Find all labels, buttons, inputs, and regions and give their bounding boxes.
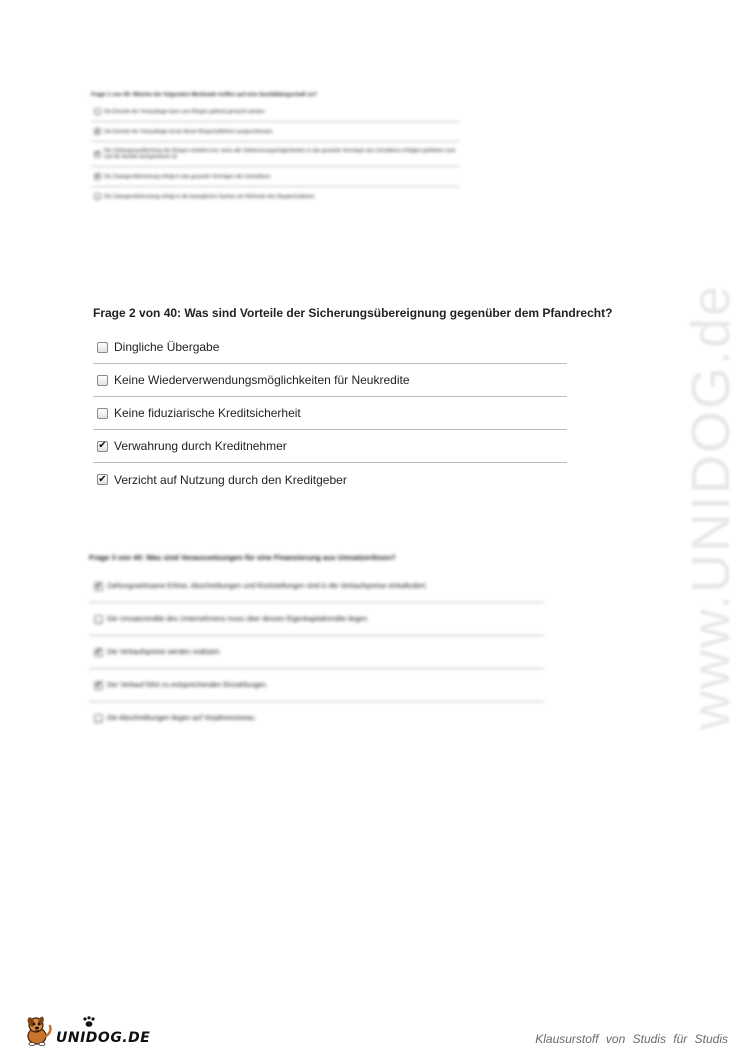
answer-text: Keine fiduziarische Kreditsicherheit bbox=[114, 406, 301, 420]
checkbox-icon[interactable] bbox=[97, 342, 108, 353]
answer-text: Keine Wiederverwendungsmöglichkeiten für Neukredite bbox=[114, 373, 410, 387]
answer-text: Der Verkauf führt zu entsprechenden Einzahlungen. bbox=[107, 681, 268, 689]
answer-option[interactable] bbox=[93, 331, 567, 364]
answer-text: Die Zwangsvollstreckung erfolgt in die beweglichen Sachen am Wohnsitz des Hauptschuldners. bbox=[104, 193, 316, 200]
answer-option[interactable] bbox=[89, 702, 544, 735]
question-2 bbox=[93, 306, 613, 496]
answer-list bbox=[93, 331, 567, 496]
checkbox-icon[interactable] bbox=[97, 375, 108, 386]
answer-option[interactable] bbox=[89, 636, 544, 669]
answer-text: Verzicht auf Nutzung durch den Kreditgeber bbox=[114, 472, 347, 487]
checkbox-icon[interactable] bbox=[94, 615, 103, 624]
unidog-logo[interactable] bbox=[22, 1014, 152, 1050]
answer-text: Die Zwangsvollstreckung erfolgt in das gesamte Vermögen des Schuldners. bbox=[104, 173, 272, 180]
footer-tagline: Klausurstoff von Studis für Studis bbox=[535, 1032, 728, 1046]
checkbox-icon[interactable] bbox=[97, 408, 108, 419]
checkbox-checked-icon[interactable]: ✔ bbox=[94, 151, 101, 157]
question-3 bbox=[89, 553, 544, 735]
question-title: Frage 3 von 40: Was sind Voraussetzungen für eine Finanzierung aus Umsatzerlösen? bbox=[89, 553, 396, 562]
answer-text: Die Umsatzrendite des Unternehmens muss über dessen Eigenkapitalrendite liegen. bbox=[107, 615, 369, 623]
answer-text: Dingliche Übergabe bbox=[114, 340, 220, 354]
checkbox-icon[interactable] bbox=[94, 714, 103, 723]
answer-text: Die Verkaufspreise werden realisiert. bbox=[107, 648, 221, 656]
answer-list bbox=[91, 102, 459, 206]
answer-option[interactable] bbox=[89, 570, 544, 603]
answer-option[interactable] bbox=[91, 167, 459, 187]
watermark: www.UNIDOG.de bbox=[681, 283, 741, 730]
answer-list bbox=[89, 570, 544, 735]
question-title: Frage 1 von 40: Welche der folgenden Merkmale treffen auf eine Ausfallbürgschaft zu? bbox=[91, 92, 317, 98]
answer-text: Die Einrede der Vorausklage ist bei dieser Bürgschaftsform ausgeschlossen. bbox=[104, 128, 274, 135]
checkbox-checked-icon[interactable]: ✔ bbox=[94, 173, 101, 180]
answer-option[interactable] bbox=[93, 463, 567, 496]
question-1 bbox=[91, 92, 459, 206]
answer-option[interactable] bbox=[91, 142, 459, 167]
checkbox-checked-icon[interactable]: ✔ bbox=[94, 128, 101, 135]
answer-option[interactable] bbox=[91, 102, 459, 122]
answer-text: Die Abschreibungen liegen auf Vorjahresniveau. bbox=[107, 715, 257, 722]
answer-text: Die Einrede der Vorausklage kann vom Bürgen geltend gemacht werden. bbox=[104, 108, 266, 115]
checkbox-icon[interactable] bbox=[94, 193, 101, 200]
answer-option[interactable] bbox=[93, 364, 567, 397]
answer-option[interactable] bbox=[91, 122, 459, 142]
question-title: Frage 2 von 40: Was sind Vorteile der Sicherungsübereignung gegenüber dem Pfandrecht? bbox=[93, 306, 613, 320]
checkbox-checked-icon[interactable]: ✔ bbox=[98, 440, 107, 451]
answer-text: Die Zahlungsverpflichtung des Bürgen entsteht erst, wenn alle Vollstreckungsmöglichkeiten in das gesamte Vermögen des Schuldners erfolglos geblieben sind und der Ausfall nachgewiesen ist. bbox=[104, 148, 456, 160]
dog-mascot-icon bbox=[22, 1014, 58, 1050]
answer-option[interactable] bbox=[89, 669, 544, 702]
checkbox-checked-icon[interactable]: ✔ bbox=[95, 647, 102, 656]
checkbox-checked-icon[interactable]: ✔ bbox=[95, 581, 102, 590]
answer-option[interactable] bbox=[89, 603, 544, 636]
checkbox-checked-icon[interactable]: ✔ bbox=[95, 680, 102, 689]
answer-option[interactable] bbox=[91, 187, 459, 206]
paw-icon bbox=[82, 1016, 96, 1028]
answer-option[interactable] bbox=[93, 430, 567, 463]
answer-text: Verwahrung durch Kreditnehmer bbox=[114, 439, 287, 453]
answer-option[interactable] bbox=[93, 397, 567, 430]
checkbox-icon[interactable] bbox=[94, 108, 101, 115]
checkbox-checked-icon[interactable]: ✔ bbox=[98, 473, 107, 485]
logo-text: UNIDOG.DE bbox=[56, 1030, 151, 1046]
answer-text: Zahlungswirksame Erlöse, Abschreibungen und Rückstellungen sind in die Verkaufspreise einkalkuliert. bbox=[107, 582, 428, 590]
